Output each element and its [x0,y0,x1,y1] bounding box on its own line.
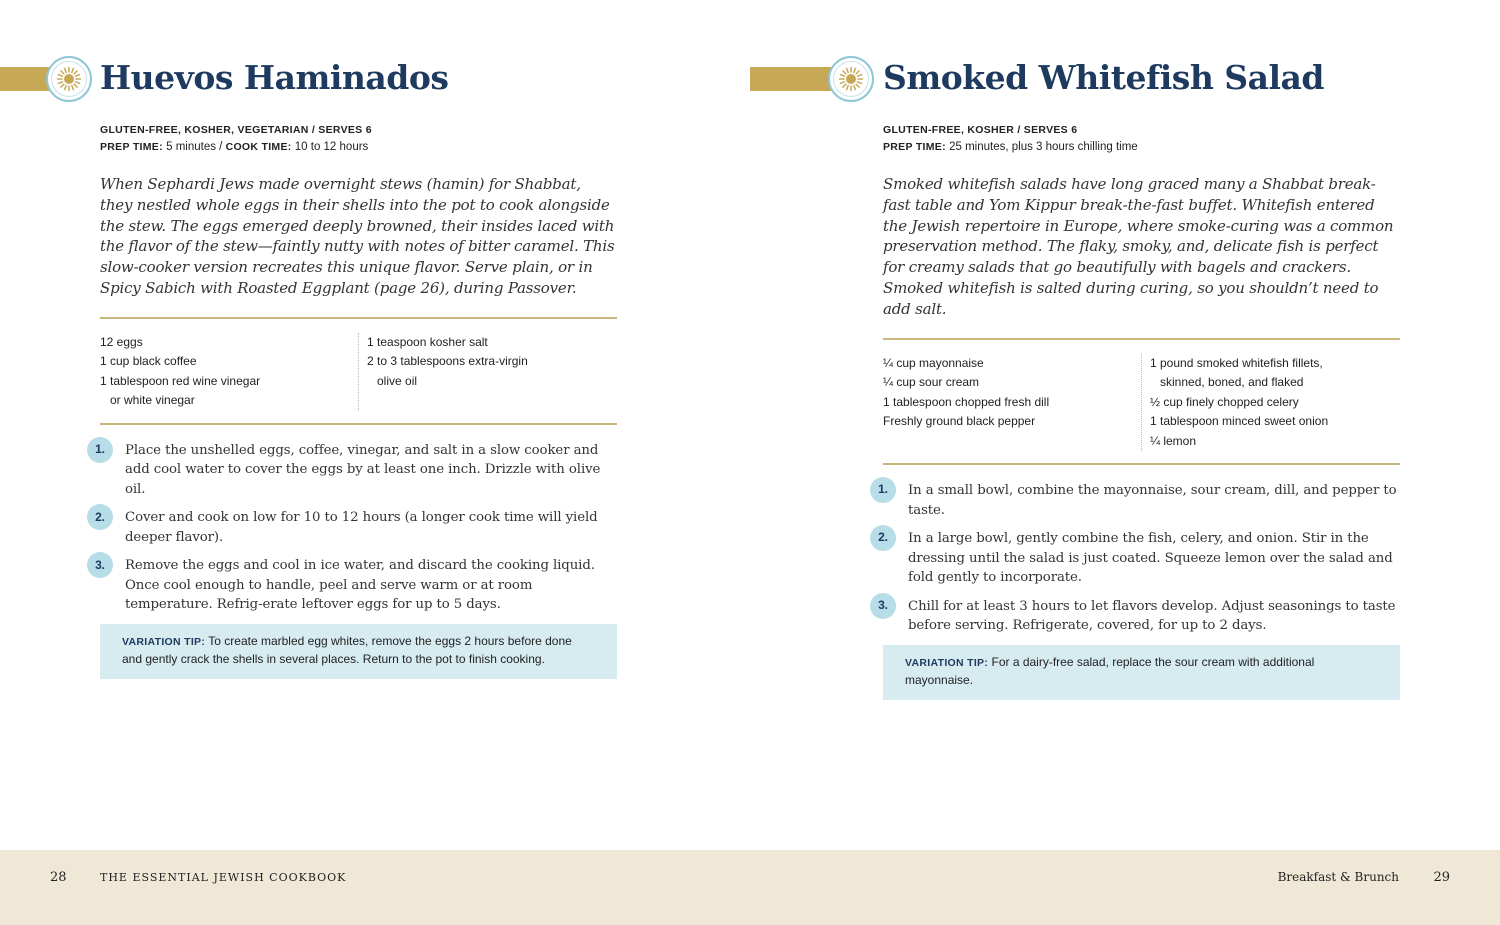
title-badge [46,56,92,102]
ingredient-item: 1 tablespoon chopped fresh dill [883,394,1050,409]
ingredients-column-1 [883,354,1141,452]
step-text: Cover and cook on low for 10 to 12 hours (a longer cook time will yield deeper flavor). [125,510,598,545]
ingredient-item: ¼ cup sour cream [883,375,980,390]
step-text: In a large bowl, gently combine the fish, celery, and onion. Stir in the dressing until the salad is just coated. Squeeze lemon over the salad and fold gently to incorporate. [908,531,1393,586]
cook-label: COOK TIME: [225,141,292,153]
step-number: 1. [870,477,896,503]
variation-tip [100,624,617,679]
title-accent-bar [750,67,832,91]
step-text: In a small bowl, combine the mayonnaise, sour cream, dill, and pepper to taste. [908,483,1397,518]
tip-text: To create marbled egg whites, remove the eggs 2 hours before done and gently crack the shells in several places. Return to the pot to finish cooking. [122,633,572,666]
step-number: 1. [87,437,113,463]
step-number: 3. [870,593,896,619]
step-text: Place the unshelled eggs, coffee, vinegar, and salt in a slow cooker and add cool water to cover the eggs by at least one inch. Drizzle with olive oil. [125,442,601,497]
ingredient-item: 2 to 3 tablespoons extra-virgin [367,354,528,369]
title-badge [828,56,874,102]
chapter-title: Breakfast & Brunch [1277,870,1399,884]
tip-text: For a dairy-free salad, replace the sour cream with additional mayonnaise. [905,654,1315,687]
recipe-intro: When Sephardi Jews made overnight stews (hamin) for Shabbat, they nestled whole eggs in their shells into the pot to cook alongside the stew. The eggs emerged deeply browned, their insides laced with the flavor of the stew—faintly nutty with notes of bitter caramel. This slow-cooker version recreates this unique flavor. Serve plain, or in Spicy Sabich with Roasted Eggplant (page 26), during Passover. [100,175,615,297]
page-footer [0,850,1500,925]
step-item [95,441,617,500]
step-number: 2. [87,504,113,530]
left-page-number: 28 [50,870,67,885]
recipe-meta [883,122,1400,156]
right-page-number: 29 [1433,870,1450,885]
title-accent-bar [0,67,50,91]
divider-bottom [883,463,1400,465]
ingredient-item: 1 teaspoon kosher salt [367,334,488,349]
book-title: THE ESSENTIAL JEWISH COOKBOOK [100,871,347,884]
variation-tip [883,645,1400,700]
ingredient-item-continued: skinned, boned, and flaked [1160,375,1304,390]
ingredient-item: ¼ lemon [1150,433,1197,448]
ingredient-item: Freshly ground black pepper [883,414,1036,429]
ingredient-item: ½ cup finely chopped celery [1150,394,1299,409]
sun-icon [56,66,82,92]
ingredient-item: 1 tablespoon minced sweet onion [1150,414,1329,429]
ingredient-item: 1 pound smoked whitefish fillets, [1150,355,1323,370]
prep-label: PREP TIME: [883,141,946,153]
step-text: Remove the eggs and cool in ice water, and discard the cooking liquid. Once cool enough to handle, peel and serve warm or at room temperature. Refrig-erate leftover eggs for up to 5 days. [125,558,595,613]
recipe-content [878,122,1400,700]
tip-label: VARIATION TIP: [905,656,989,669]
step-item [878,529,1400,588]
step-item [95,508,617,547]
ingredients-column-2 [358,333,617,411]
ingredient-item: 12 eggs [100,334,143,349]
sun-icon [838,66,864,92]
recipe-title: Smoked Whitefish Salad [883,58,1325,97]
step-item [878,597,1400,636]
dietary-info: GLUTEN-FREE, KOSHER, VEGETARIAN / SERVES 6 [100,124,372,136]
recipe-meta [100,122,617,156]
meta-separator: / [219,141,226,153]
ingredient-item-continued: olive oil [377,373,418,388]
step-item [878,481,1400,520]
recipe-intro: Smoked whitefish salads have long graced many a Shabbat break-fast table and Yom Kippur break-the-fast buffet. Whitefish entered the Jewish repertoire in Europe, where smoke-curing was a common preservation method. The flaky, smoky, and, delicate fish is perfect for creamy salads that go beautifully with bagels and crackers. Smoked whitefish is salted during curing, so you shouldn’t need to add salt. [883,175,1394,318]
recipe-content [95,122,617,679]
ingredients-column-1 [100,333,358,411]
step-number: 2. [870,525,896,551]
cook-time: 10 to 12 hours [294,141,369,153]
ingredients-list [883,340,1400,464]
ingredients-list [100,319,617,423]
prep-label: PREP TIME: [100,141,163,153]
prep-time: 25 minutes, plus 3 hours chilling time [949,141,1138,153]
recipe-steps [95,441,617,615]
left-page [0,0,750,850]
dietary-info: GLUTEN-FREE, KOSHER / SERVES 6 [883,124,1078,136]
ingredient-item: 1 cup black coffee [100,354,197,369]
recipe-title: Huevos Haminados [100,58,449,97]
ingredients-column-2 [1141,354,1400,452]
step-item [95,556,617,615]
ingredient-item: 1 tablespoon red wine vinegar [100,373,261,388]
ingredient-item: ¼ cup mayonnaise [883,355,984,370]
recipe-steps [878,481,1400,636]
ingredient-item-continued: or white vinegar [110,393,195,408]
step-text: Chill for at least 3 hours to let flavors develop. Adjust seasonings to taste before serving. Refrigerate, covered, for up to 2 days. [908,598,1396,634]
right-page [750,0,1500,850]
prep-time: 5 minutes [166,141,216,153]
step-number: 3. [87,552,113,578]
divider-bottom [100,423,617,425]
tip-label: VARIATION TIP: [122,635,206,648]
